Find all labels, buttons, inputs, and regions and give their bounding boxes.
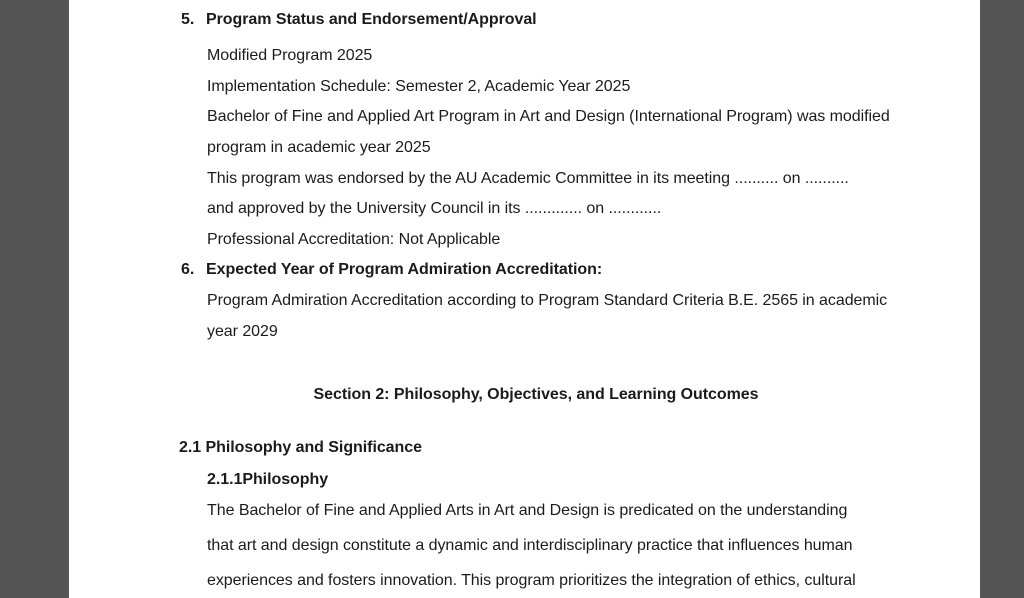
doc-line: This program was endorsed by the AU Academic Committee in its meeting .......... on .......... [207, 170, 849, 187]
doc-line: The Bachelor of Fine and Applied Arts in Art and Design is predicated on the understanding [207, 502, 848, 519]
doc-line: year 2029 [207, 323, 278, 340]
list-number-6: 6. [181, 261, 195, 278]
heading-item-6 [181, 259, 602, 280]
doc-line: program in academic year 2025 [207, 139, 431, 156]
heading-item-5 [181, 9, 537, 30]
heading-2-1: 2.1 Philosophy and Significance [179, 439, 422, 456]
heading-item-6-text: Expected Year of Program Admiration Accreditation: [206, 261, 603, 278]
heading-2-1-1: 2.1.1Philosophy [207, 471, 329, 488]
doc-line: Modified Program 2025 [207, 47, 373, 64]
doc-line: Bachelor of Fine and Applied Art Program in Art and Design (International Program) was modified [207, 108, 890, 125]
doc-line: Professional Accreditation: Not Applicable [207, 231, 501, 248]
doc-line: Implementation Schedule: Semester 2, Academic Year 2025 [207, 78, 631, 95]
heading-item-5-text: Program Status and Endorsement/Approval [206, 11, 537, 28]
doc-line: experiences and fosters innovation. This program prioritizes the integration of ethics, cultural [207, 572, 856, 589]
doc-line: Program Admiration Accreditation according to Program Standard Criteria B.E. 2565 in academic [207, 292, 888, 309]
doc-line: and approved by the University Council in its ............. on ............ [207, 200, 662, 217]
list-number-5: 5. [181, 11, 195, 28]
document-page [69, 0, 980, 598]
doc-line: that art and design constitute a dynamic and interdisciplinary practice that influences human [207, 537, 853, 554]
section-2-heading: Section 2: Philosophy, Objectives, and Learning Outcomes [313, 386, 759, 403]
